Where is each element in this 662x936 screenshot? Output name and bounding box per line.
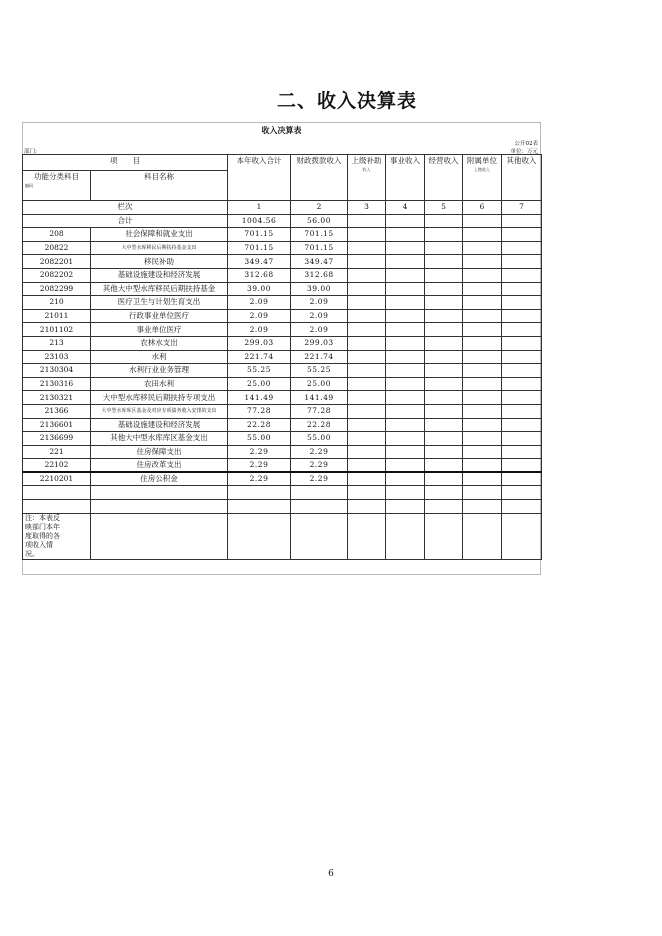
- row-total: 55.00: [228, 432, 291, 446]
- row-total: 221.74: [228, 350, 291, 364]
- row-total: 39.00: [228, 282, 291, 296]
- summary-total: 1004.56: [228, 214, 291, 228]
- empty-cell: [463, 364, 502, 378]
- header-operating: 经营收入: [425, 155, 463, 201]
- empty-cell: [502, 486, 542, 500]
- row-name: 其他大中型水库移民后期扶持基金: [91, 282, 228, 296]
- note-text: 注：本表反映部门本年度取得的各项收入情况。: [25, 513, 60, 558]
- table-row: [23, 336, 542, 350]
- column-number-row: [23, 201, 542, 215]
- row-name: 水利: [91, 350, 228, 364]
- note-row: [23, 513, 542, 559]
- empty-cell: [502, 309, 542, 323]
- empty-cell: [502, 296, 542, 310]
- empty-cell: [386, 404, 425, 418]
- row-total: 2.29: [228, 445, 291, 459]
- table-row: [23, 404, 542, 418]
- empty-cell: [386, 391, 425, 405]
- empty-cell: [425, 472, 463, 486]
- row-fiscal: 39.00: [291, 282, 348, 296]
- empty-cell: [425, 391, 463, 405]
- page-number: 6: [328, 869, 334, 879]
- row-fiscal: 2.09: [291, 309, 348, 323]
- table-row: [23, 418, 542, 432]
- empty-cell: [502, 500, 542, 514]
- col-num: 6: [463, 201, 502, 215]
- empty-cell: [348, 404, 386, 418]
- empty-cell: [502, 241, 542, 255]
- col-num: 5: [425, 201, 463, 215]
- empty-cell: [91, 513, 228, 559]
- row-fiscal: 22.28: [291, 418, 348, 432]
- row-name: 住房改革支出: [91, 459, 228, 473]
- row-code: 2130316: [23, 377, 91, 391]
- empty-cell: [348, 486, 386, 500]
- table-row: [23, 309, 542, 323]
- row-total: [228, 500, 291, 514]
- row-total: 25.00: [228, 377, 291, 391]
- empty-cell: [348, 472, 386, 486]
- empty-cell: [463, 350, 502, 364]
- empty-cell: [425, 255, 463, 269]
- table-row: [23, 323, 542, 337]
- form-number: 公开02表: [514, 141, 538, 147]
- empty-cell: [502, 323, 542, 337]
- row-name: 农林水支出: [91, 336, 228, 350]
- form-title: 收入决算表: [261, 125, 302, 135]
- header-fiscal: 财政拨款收入: [291, 155, 348, 201]
- empty-cell: [425, 500, 463, 514]
- table-row: [23, 228, 542, 242]
- row-code: 2136699: [23, 432, 91, 446]
- row-fiscal: 349.47: [291, 255, 348, 269]
- empty-cell: [502, 404, 542, 418]
- empty-cell: [348, 350, 386, 364]
- empty-cell: [348, 445, 386, 459]
- header-superior: 上级补助 收入: [348, 155, 386, 201]
- empty-cell: [348, 228, 386, 242]
- page-title: 二、收入决算表: [276, 90, 417, 112]
- empty-cell: [502, 459, 542, 473]
- row-code: 2101102: [23, 323, 91, 337]
- row-total: [228, 486, 291, 500]
- empty-cell: [425, 268, 463, 282]
- row-name: 大中型水库移民后期扶持专项支出: [91, 391, 228, 405]
- table-row: [23, 296, 542, 310]
- row-total: 2.09: [228, 309, 291, 323]
- col-num: 3: [348, 201, 386, 215]
- empty-cell: [348, 336, 386, 350]
- empty-cell: [386, 228, 425, 242]
- summary-row: [23, 214, 542, 228]
- col-num: 2: [291, 201, 348, 215]
- row-total: 22.28: [228, 418, 291, 432]
- empty-cell: [348, 309, 386, 323]
- empty-cell: [502, 472, 542, 486]
- empty-cell: [502, 377, 542, 391]
- row-name: 基础设施建设和经济发展: [91, 418, 228, 432]
- empty-cell: [502, 282, 542, 296]
- row-code: 22102: [23, 459, 91, 473]
- empty-cell: [425, 364, 463, 378]
- row-code: 221: [23, 445, 91, 459]
- empty-cell: [348, 500, 386, 514]
- empty-cell: [463, 282, 502, 296]
- empty-cell: [463, 296, 502, 310]
- row-total: 77.28: [228, 404, 291, 418]
- row-name: 事业单位医疗: [91, 323, 228, 337]
- empty-cell: [386, 350, 425, 364]
- empty-cell: [463, 391, 502, 405]
- empty-cell: [386, 268, 425, 282]
- row-fiscal: [291, 486, 348, 500]
- row-total: 2.29: [228, 472, 291, 486]
- empty-cell: [463, 500, 502, 514]
- row-name: 农田水利: [91, 377, 228, 391]
- empty-cell: [425, 418, 463, 432]
- row-name: 大中型水库移民后期扶持基金支出: [91, 241, 228, 255]
- row-total: 299.03: [228, 336, 291, 350]
- table-row: [23, 268, 542, 282]
- empty-cell: [463, 432, 502, 446]
- empty-cell: [386, 459, 425, 473]
- empty-cell: [386, 282, 425, 296]
- row-fiscal: 141.49: [291, 391, 348, 405]
- table-row: [23, 377, 542, 391]
- empty-cell: [463, 445, 502, 459]
- empty-cell: [502, 513, 542, 559]
- row-code: 21366: [23, 404, 91, 418]
- summary-label: 合计: [23, 214, 228, 228]
- col-num: 7: [502, 201, 542, 215]
- empty-cell: [425, 228, 463, 242]
- empty-cell: [502, 432, 542, 446]
- empty-cell: [425, 486, 463, 500]
- row-fiscal: 2.29: [291, 445, 348, 459]
- row-code: 2136601: [23, 418, 91, 432]
- row-name: 大中型水库库区基金及对应专项债务收入安排的支出: [91, 404, 228, 418]
- income-table: [22, 154, 542, 560]
- empty-cell: [425, 432, 463, 446]
- row-name: 行政事业单位医疗: [91, 309, 228, 323]
- header-affiliated: 附属单位 上缴收入: [463, 155, 502, 201]
- empty-cell: [386, 513, 425, 559]
- empty-cell: [348, 459, 386, 473]
- row-name: 医疗卫生与计划生育支出: [91, 296, 228, 310]
- empty-cell: [425, 323, 463, 337]
- row-fiscal: 701.15: [291, 241, 348, 255]
- empty-cell: [348, 241, 386, 255]
- empty-cell: [425, 459, 463, 473]
- note-cell: [23, 513, 91, 559]
- table-row: [23, 472, 542, 486]
- empty-cell: [386, 309, 425, 323]
- empty-cell: [425, 445, 463, 459]
- empty-cell: [348, 296, 386, 310]
- row-fiscal: 2.09: [291, 296, 348, 310]
- header-other: 其他收入: [502, 155, 542, 201]
- empty-cell: [386, 364, 425, 378]
- empty-cell: [502, 364, 542, 378]
- row-fiscal: 299.03: [291, 336, 348, 350]
- row-total: 2.09: [228, 323, 291, 337]
- empty-cell: [425, 336, 463, 350]
- empty-cell: [386, 472, 425, 486]
- row-code: 2082299: [23, 282, 91, 296]
- row-name: 移民补助: [91, 255, 228, 269]
- empty-cell: [386, 432, 425, 446]
- empty-cell: [463, 241, 502, 255]
- empty-cell: [291, 513, 348, 559]
- col-num: 1: [228, 201, 291, 215]
- table-row: [23, 364, 542, 378]
- empty-cell: [425, 350, 463, 364]
- row-total: 141.49: [228, 391, 291, 405]
- empty-cell: [463, 377, 502, 391]
- empty-cell: [463, 486, 502, 500]
- row-name: [91, 486, 228, 500]
- row-name: 其他大中型水库库区基金支出: [91, 432, 228, 446]
- table-row: [23, 391, 542, 405]
- row-name: 住房公积金: [91, 472, 228, 486]
- empty-cell: [463, 513, 502, 559]
- empty-cell: [463, 323, 502, 337]
- row-name: 基础设施建设和经济发展: [91, 268, 228, 282]
- empty-cell: [502, 350, 542, 364]
- table-row: [23, 241, 542, 255]
- row-code: 213: [23, 336, 91, 350]
- empty-cell: [348, 364, 386, 378]
- table-row: [23, 255, 542, 269]
- row-fiscal: 312.68: [291, 268, 348, 282]
- empty-cell: [348, 377, 386, 391]
- empty-cell: [502, 445, 542, 459]
- empty-cell: [502, 391, 542, 405]
- empty-cell: [425, 309, 463, 323]
- empty-cell: [425, 513, 463, 559]
- empty-cell: [386, 323, 425, 337]
- empty-cell: [463, 336, 502, 350]
- empty-cell: [386, 486, 425, 500]
- row-name: 水利行业业务管理: [91, 364, 228, 378]
- empty-cell: [386, 377, 425, 391]
- empty-cell: [386, 500, 425, 514]
- empty-cell: [425, 241, 463, 255]
- empty-cell: [348, 255, 386, 269]
- row-fiscal: 55.25: [291, 364, 348, 378]
- empty-cell: [425, 282, 463, 296]
- empty-cell: [502, 418, 542, 432]
- row-code: 208: [23, 228, 91, 242]
- empty-cell: [502, 228, 542, 242]
- table-row: [23, 459, 542, 473]
- row-name: 社会保障和就业支出: [91, 228, 228, 242]
- empty-cell: [502, 336, 542, 350]
- unit-label: 单位：万元: [510, 149, 538, 155]
- empty-cell: [386, 241, 425, 255]
- row-total: 55.25: [228, 364, 291, 378]
- empty-cell: [348, 432, 386, 446]
- header-business: 事业收入: [386, 155, 425, 201]
- empty-cell: [463, 472, 502, 486]
- empty-cell: [502, 255, 542, 269]
- row-total: 312.68: [228, 268, 291, 282]
- col-num: 4: [386, 201, 425, 215]
- empty-cell: [502, 268, 542, 282]
- table-row: [23, 445, 542, 459]
- row-fiscal: 2.29: [291, 472, 348, 486]
- empty-cell: [463, 418, 502, 432]
- empty-cell: [463, 459, 502, 473]
- empty-cell: [348, 282, 386, 296]
- header-code: 功能分类科目 编码: [23, 171, 91, 201]
- row-total: 701.15: [228, 228, 291, 242]
- empty-cell: [463, 309, 502, 323]
- row-code: 2130304: [23, 364, 91, 378]
- row-fiscal: 25.00: [291, 377, 348, 391]
- empty-cell: [348, 513, 386, 559]
- empty-cell: [463, 228, 502, 242]
- row-fiscal: [291, 500, 348, 514]
- empty-cell: [425, 296, 463, 310]
- empty-cell: [463, 404, 502, 418]
- row-fiscal: 701.15: [291, 228, 348, 242]
- row-fiscal: 77.28: [291, 404, 348, 418]
- row-code: 2130321: [23, 391, 91, 405]
- row-code: [23, 486, 91, 500]
- table-row: [23, 282, 542, 296]
- empty-cell: [386, 255, 425, 269]
- empty-cell: [348, 418, 386, 432]
- row-label: 栏次: [23, 201, 228, 215]
- row-code: 2082202: [23, 268, 91, 282]
- row-total: 349.47: [228, 255, 291, 269]
- row-fiscal: 55.00: [291, 432, 348, 446]
- empty-cell: [425, 377, 463, 391]
- header-item: 项 目: [23, 155, 228, 171]
- header-total: 本年收入合计: [228, 155, 291, 201]
- table-row: [23, 350, 542, 364]
- table-row: [23, 486, 542, 500]
- row-fiscal: 221.74: [291, 350, 348, 364]
- empty-cell: [386, 296, 425, 310]
- empty-cell: [425, 404, 463, 418]
- empty-cell: [348, 391, 386, 405]
- row-code: 2210201: [23, 472, 91, 486]
- table-row: [23, 432, 542, 446]
- row-name: [91, 500, 228, 514]
- row-code: 210: [23, 296, 91, 310]
- empty-cell: [348, 323, 386, 337]
- row-code: 23103: [23, 350, 91, 364]
- row-name: 住房保障支出: [91, 445, 228, 459]
- row-code: 20822: [23, 241, 91, 255]
- row-total: 2.29: [228, 459, 291, 473]
- empty-cell: [386, 418, 425, 432]
- row-total: 701.15: [228, 241, 291, 255]
- empty-cell: [228, 513, 291, 559]
- empty-cell: [463, 268, 502, 282]
- table-row: [23, 500, 542, 514]
- row-code: [23, 500, 91, 514]
- summary-fiscal: 56.00: [291, 214, 348, 228]
- row-code: 21011: [23, 309, 91, 323]
- empty-cell: [386, 336, 425, 350]
- department-label: 部门:: [24, 149, 37, 155]
- empty-cell: [348, 268, 386, 282]
- row-fiscal: 2.29: [291, 459, 348, 473]
- header-name: 科目名称: [91, 171, 228, 201]
- row-total: 2.09: [228, 296, 291, 310]
- row-fiscal: 2.09: [291, 323, 348, 337]
- empty-cell: [386, 445, 425, 459]
- row-code: 2082201: [23, 255, 91, 269]
- empty-cell: [463, 255, 502, 269]
